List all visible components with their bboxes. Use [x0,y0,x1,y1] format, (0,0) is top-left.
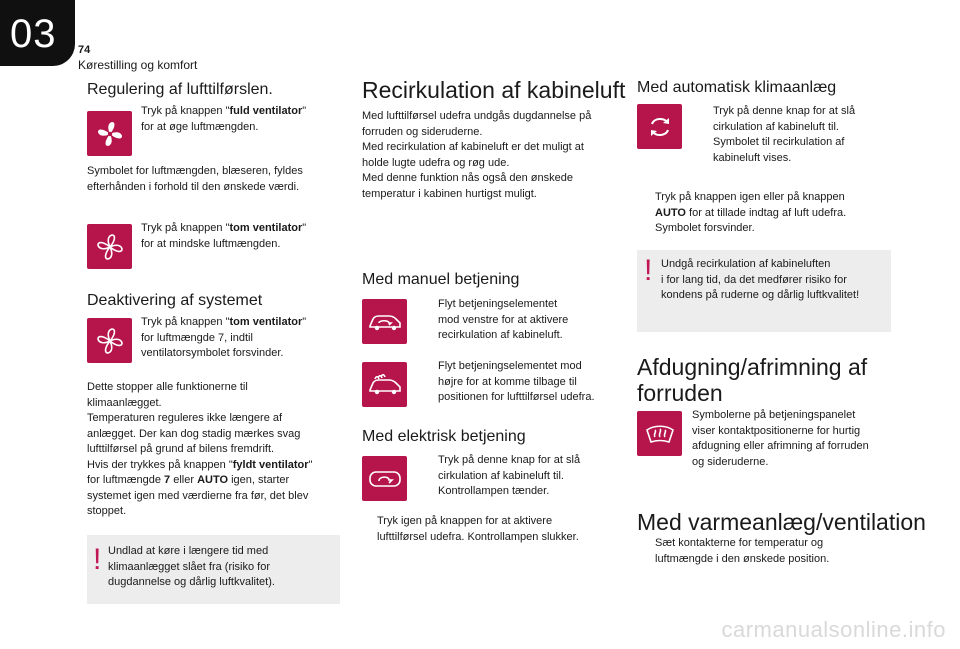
elektrisk-heading: Med elektrisk betjening [362,428,526,445]
warning-icon: ! [644,254,653,287]
elektrisk-bullet-1: Tryk på denne knap for at slå cirkulation af kabineluft til. Kontrollampen tænder. [438,454,581,497]
symbol-paragraph: Symbolet for luftmængden, blæseren, fyldes efterhånden i forhold til den ønskede værdi. [87,165,303,193]
afdugning-heading: Afdugning/afrimning af forruden [637,354,868,406]
chapter-tab [0,0,75,66]
deaktivering-heading: Deaktivering af systemet [87,292,263,309]
automatisk-heading: Med automatisk klimaanlæg [637,79,837,96]
chapter-number: 03 [10,12,57,56]
manuel-heading: Med manuel betjening [362,271,520,288]
page-number: 74 [78,44,91,56]
regulering-heading: Regulering af lufttilførslen. [87,81,273,98]
warning-icon: ! [93,543,102,576]
varmeanlaeg-bullet: Sæt kontakterne for temperatur og luftmængde i den ønskede position. [655,537,830,565]
windshield-defrost-icon [637,411,682,456]
warning-text-right: Undgå recirkulation af kabineluften i for lang tid, da det medfører risiko for kondens på ruderne og dårlig luftkvalitet! [661,258,860,301]
recirc-button-icon [362,456,407,501]
recirkulation-heading: Recirkulation af kabineluft [362,77,626,103]
stop-paragraph: Dette stopper alle funktionerne til klimaanlægget. Temperaturen reguleres ikke længere af anlægget. Der kan dog stadig mærkes svag lufttilførsel på grund af bilens fremdrift. Hvis der trykkes på knappen "fyldt ventilator" for luftmængde 7 eller AUTO igen, starter systemet igen med værdierne fra før, det blev stoppet. [87,381,313,517]
auto-recirc-icon [637,104,682,149]
recirc-car-icon [362,299,407,344]
varmeanlaeg-heading: Med varmeanlæg/ventilation [637,509,926,535]
fan-full-icon [87,111,132,156]
elektrisk-bullet-2: Tryk igen på knappen for at aktivere lufttilførsel udefra. Kontrollampen slukker. [377,515,579,543]
afdugning-text: Symbolerne på betjeningspanelet viser kontaktpositionerne for hurtig afdugning eller afrimning af forruden og sideruderne. [692,409,869,468]
fan-empty-icon [87,224,132,269]
section-name: Kørestilling og komfort [78,58,198,72]
manuel-bullet-2: Flyt betjeningselementet mod højre for at komme tilbage til positionen for lufttilførsel udefra. [438,360,595,403]
deaktivering-text: Tryk på knappen "tom ventilator" for luftmængde 7, indtil ventilatorsymbolet forsvinder. [141,316,307,359]
manuel-bullet-1: Flyt betjeningselementet mod venstre for at aktivere recirkulation af kabineluft. [438,298,569,341]
warning-text-left: Undlad at køre i længere tid med klimaanlægget slået fra (risiko for dugdannelse og dårlig luftkvalitet). [108,545,275,588]
fuld-ventilator-text: Tryk på knappen "fuld ventilator" for at øge luftmængden. [141,105,307,133]
tom-ventilator-text: Tryk på knappen "tom ventilator" for at mindske luftmængden. [141,222,307,250]
watermark: carmanualsonline.info [721,617,946,642]
fresh-air-car-icon [362,362,407,407]
fan-off-icon [87,318,132,363]
automatisk-bullet-1: Tryk på denne knap for at slå cirkulation af kabineluft til. Symbolet til recirkulation af kabineluft vises. [713,105,856,164]
warning-box-right [637,250,891,332]
warning-box-left [87,535,340,604]
recirkulation-paragraph: Med lufttilførsel udefra undgås dugdannelse på forruden og sideruderne. Med recirkulation af kabineluft er det muligt at holde lugte udefra og røg ude. Med denne funktion nås også den ønskede temperatur i kabinen hurtigst muligt. [362,110,592,200]
automatisk-bullet-2: Tryk på knappen igen eller på knappen AUTO for at tillade indtag af luft udefra. Symbolet forsvinder. [655,191,847,234]
